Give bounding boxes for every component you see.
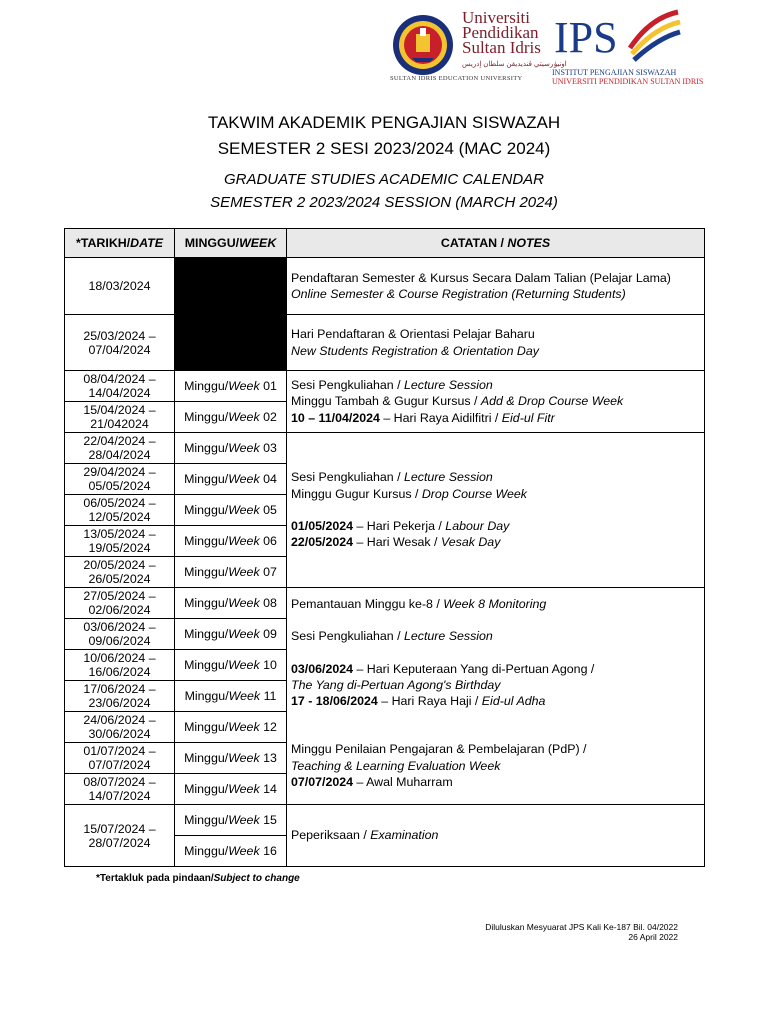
title-en-line2: SEMESTER 2 2023/2024 SESSION (MARCH 2024): [210, 194, 558, 211]
header-notes: CATATAN / NOTES: [287, 229, 705, 258]
date-cell: 29/04/2024 – 05/05/2024: [65, 464, 175, 495]
ips-university: UNIVERSITI PENDIDIKAN SULTAN IDRIS: [552, 77, 704, 86]
date-cell: 18/03/2024: [65, 258, 175, 315]
date-cell: 10/06/2024 – 16/06/2024: [65, 650, 175, 681]
notes-orientation: Hari Pendaftaran & Orientasi Pelajar Baharu New Students Registration & Orientation Day: [287, 315, 705, 371]
upsi-line-2: Pendidikan: [462, 23, 539, 42]
upsi-line-3: Sultan Idris: [462, 38, 541, 57]
table-row: [65, 315, 705, 371]
week-cell: Minggu/Week 04: [175, 464, 287, 495]
date-cell: 17/06/2024 – 23/06/2024: [65, 681, 175, 712]
date-cell: 03/06/2024 – 09/06/2024: [65, 619, 175, 650]
table-row: [65, 433, 705, 464]
date-cell: 08/07/2024 – 14/07/2024: [65, 774, 175, 805]
date-cell: 01/07/2024 – 07/07/2024: [65, 743, 175, 774]
upsi-line-1: Universiti: [462, 8, 530, 27]
week-cell: Minggu/Week 01: [175, 371, 287, 402]
week-cell: Minggu/Week 05: [175, 495, 287, 526]
notes-exam: Peperiksaan / Examination: [287, 805, 705, 867]
title-ms-line2: SEMESTER 2 SESI 2023/2024 (MAC 2024): [217, 139, 551, 158]
week-cell: Minggu/Week 13: [175, 743, 287, 774]
notes-block-weeks-8-14: Pemantauan Minggu ke-8 / Week 8 Monitoring Sesi Pengkuliahan / Lecture Session 03/06/2024 – Hari Keputeraan Yang di-Pertuan Agong / The Yang di-Pertuan Agong's Birthday 17 - 18/06/2024 – Hari Raya Haji / Eid-ul Adha Minggu Penilaian Pengajaran & Pembelajaran (PdP) / Teaching & Learning Evaluation Week 07/07/2024 – Awal Muharram: [287, 588, 705, 805]
week-cell: Minggu/Week 02: [175, 402, 287, 433]
approval-note: Diluluskan Mesyuarat JPS Kali Ke-187 Bil. 04/2022 26 April 2022: [485, 922, 678, 942]
seal-caption: SULTAN IDRIS EDUCATION UNIVERSITY: [390, 75, 523, 82]
week-cell: Minggu/Week 14: [175, 774, 287, 805]
ips-subtitle: INSTITUT PENGAJIAN SISWAZAH: [552, 68, 677, 77]
table-row: [65, 258, 705, 315]
date-cell: 15/04/2024 – 21/042024: [65, 402, 175, 433]
date-cell: 22/04/2024 – 28/04/2024: [65, 433, 175, 464]
week-cell: Minggu/Week 12: [175, 712, 287, 743]
notes-registration: Pendaftaran Semester & Kursus Secara Dalam Talian (Pelajar Lama) Online Semester & Course Registration (Returning Students): [287, 258, 705, 315]
date-cell: 15/07/2024 – 28/07/2024: [65, 805, 175, 867]
week-cell: Minggu/Week 16: [175, 836, 287, 867]
date-cell: 20/05/2024 – 26/05/2024: [65, 557, 175, 588]
date-cell: 13/05/2024 – 19/05/2024: [65, 526, 175, 557]
date-cell: 08/04/2024 – 14/04/2024: [65, 371, 175, 402]
header-logos: [390, 6, 704, 90]
week-cell: Minggu/Week 15: [175, 805, 287, 836]
table-row: [65, 805, 705, 836]
table-row: [65, 371, 705, 402]
week-cell: Minggu/Week 10: [175, 650, 287, 681]
week-cell: Minggu/Week 06: [175, 526, 287, 557]
week-cell: Minggu/Week 08: [175, 588, 287, 619]
ips-logo: [552, 8, 682, 68]
calendar-table: [64, 228, 705, 867]
table-row: [65, 588, 705, 619]
week-cell: Minggu/Week 09: [175, 619, 287, 650]
title-ms-line1: TAKWIM AKADEMIK PENGAJIAN SISWAZAH: [207, 113, 561, 132]
ips-logo-text: IPS: [554, 13, 618, 62]
notes-block-weeks-3-7: Sesi Pengkuliahan / Lecture Session Minggu Gugur Kursus / Drop Course Week 01/05/2024 – Hari Pekerja / Labour Day 22/05/2024 – Hari Wesak / Vesak Day: [287, 433, 705, 588]
date-cell: 24/06/2024 – 30/06/2024: [65, 712, 175, 743]
footnote: *Tertakluk pada pindaan/Subject to change: [96, 873, 300, 884]
blacked-out-week-cell: [175, 258, 287, 371]
week-cell: Minggu/Week 11: [175, 681, 287, 712]
upsi-jawi-text: اونيۏرسيتي ڤنديديقن سلطان إدريس: [462, 61, 567, 68]
university-seal-logo: [392, 14, 454, 76]
week-cell: Minggu/Week 03: [175, 433, 287, 464]
notes-block-weeks-1-2: Sesi Pengkuliahan / Lecture Session Minggu Tambah & Gugur Kursus / Add & Drop Course Week 10 – 11/04/2024 – Hari Raya Aidilfitri / Eid-ul Fitr: [287, 371, 705, 433]
header-week: MINGGU/WEEK: [175, 229, 287, 258]
title-en-line1: GRADUATE STUDIES ACADEMIC CALENDAR: [223, 171, 545, 188]
upsi-wordmark: [462, 10, 541, 55]
header-date: *TARIKH/DATE: [65, 229, 175, 258]
date-cell: 27/05/2024 – 02/06/2024: [65, 588, 175, 619]
table-header-row: [65, 229, 705, 258]
date-cell: 06/05/2024 – 12/05/2024: [65, 495, 175, 526]
week-cell: Minggu/Week 07: [175, 557, 287, 588]
date-cell: 25/03/2024 – 07/04/2024: [65, 315, 175, 371]
